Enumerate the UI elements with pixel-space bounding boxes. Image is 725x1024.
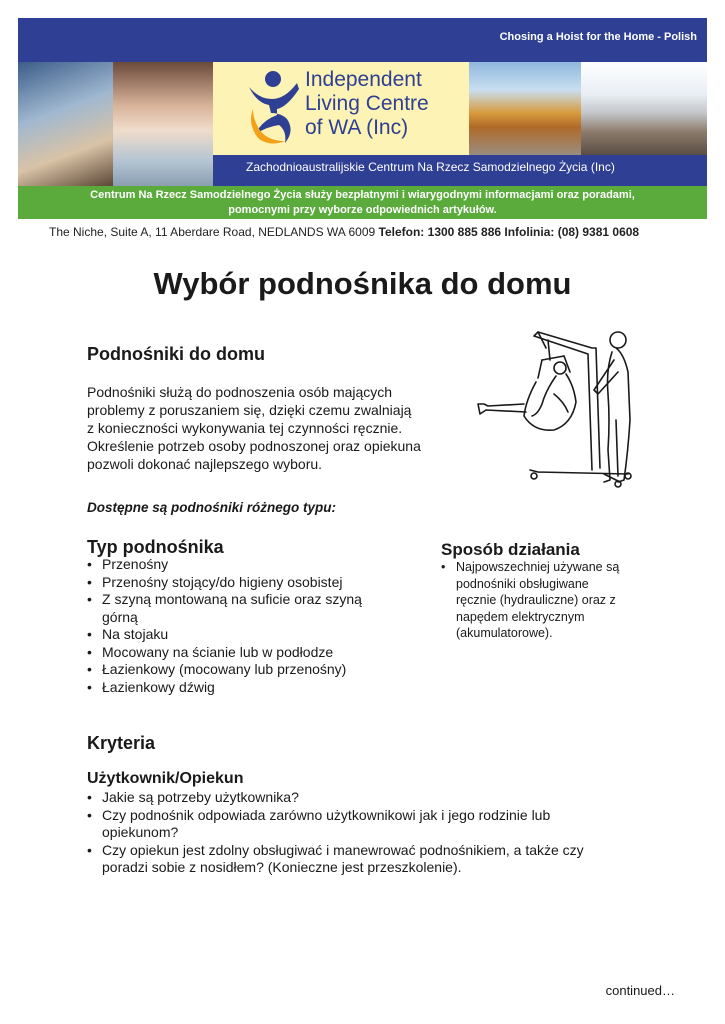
list-item: • Na stojaku: [87, 626, 387, 644]
document-tag: Chosing a Hoist for the Home - Polish: [499, 31, 697, 43]
intro-heading: Podnośniki do domu: [87, 344, 265, 364]
criteria-subheading: Użytkownik/Opiekun: [87, 770, 244, 787]
intro-line: z konieczności wykonywania tej czynności ręcznie.: [87, 420, 403, 436]
types-heading: Typ podnośnika: [87, 537, 224, 557]
intro-line: Podnośniki służą do podnoszenia osób mających: [87, 384, 393, 400]
continued-note: continued…: [605, 983, 675, 998]
list-item: • Łazienkowy dźwig: [87, 679, 387, 697]
address: The Niche, Suite A, 11 Aberdare Road, NEDLANDS WA 6009: [49, 225, 376, 239]
list-item: • Jakie są potrzeby użytkownika?: [87, 789, 607, 807]
intro-line: pozwoli dokonać najlepszego wyboru.: [87, 456, 323, 472]
logo-text: [305, 68, 429, 140]
centre-subtitle: Zachodnioaustralijskie Centrum Na Rzecz Samodzielnego Życia (Inc): [246, 160, 615, 174]
page-title: Wybór podnośnika do domu: [153, 266, 572, 301]
intro-line: problemy z poruszaniem się, dzięki czemu zwalniają: [87, 402, 412, 418]
list-item: • Mocowany na ścianie lub w podłodze: [87, 644, 387, 662]
info-banner-line-1: Centrum Na Rzecz Samodzielnego Życia służy bezpłatnymi i wiarygodnymi informacjami oraz poradami,: [90, 189, 635, 201]
list-item: • Czy podnośnik odpowiada zarówno użytkownikowi jak i jego rodzinie lub opiekunom?: [87, 807, 582, 842]
info-banner: [18, 186, 707, 219]
logo-line-2: Living Centre: [305, 92, 429, 115]
list-item: • Przenośny stojący/do higieny osobistej: [87, 574, 387, 592]
intro-line: Określenie potrzeb osoby podnoszonej oraz opiekuna: [87, 438, 421, 454]
types-intro: Dostępne są podnośniki różnego typu:: [87, 500, 337, 515]
operation-heading: Sposób działania: [441, 540, 580, 559]
list-item: • Najpowszechniej używane są podnośniki obsługiwane ręcznie (hydrauliczne) oraz z napędem elektrycznym (akumulatorowe).: [441, 559, 623, 642]
intro-paragraph: [87, 383, 457, 473]
criteria-heading: Kryteria: [87, 733, 156, 753]
info-banner-line-2: pomocnymi przy wyborze odpowiednich artykułów.: [228, 204, 497, 216]
logo-line-1: Independent: [305, 68, 422, 91]
criteria-list: [87, 789, 607, 877]
operation-list: [441, 559, 623, 642]
phone-numbers: Telefon: 1300 885 886 Infolinia: (08) 9381 0608: [378, 225, 640, 239]
list-item: • Czy opiekun jest zdolny obsługiwać i manewrować podnośnikiem, a także czy poradzi sobie z nosidłem? (Konieczne jest przeszkolenie).: [87, 842, 612, 877]
list-item: • Przenośny: [87, 556, 387, 574]
list-item: • Łazienkowy (mocowany lub przenośny): [87, 661, 387, 679]
ilc-logo-icon: [241, 69, 303, 147]
types-list: [87, 556, 387, 696]
list-item: • Z szyną montowaną na suficie oraz szyną górną: [87, 591, 382, 626]
logo-line-3: of WA (Inc): [305, 116, 409, 139]
contact-line: [49, 225, 639, 239]
header-photo-right: [469, 62, 707, 155]
header-photo-left: [18, 62, 213, 186]
hoist-illustration-icon: [468, 320, 644, 498]
